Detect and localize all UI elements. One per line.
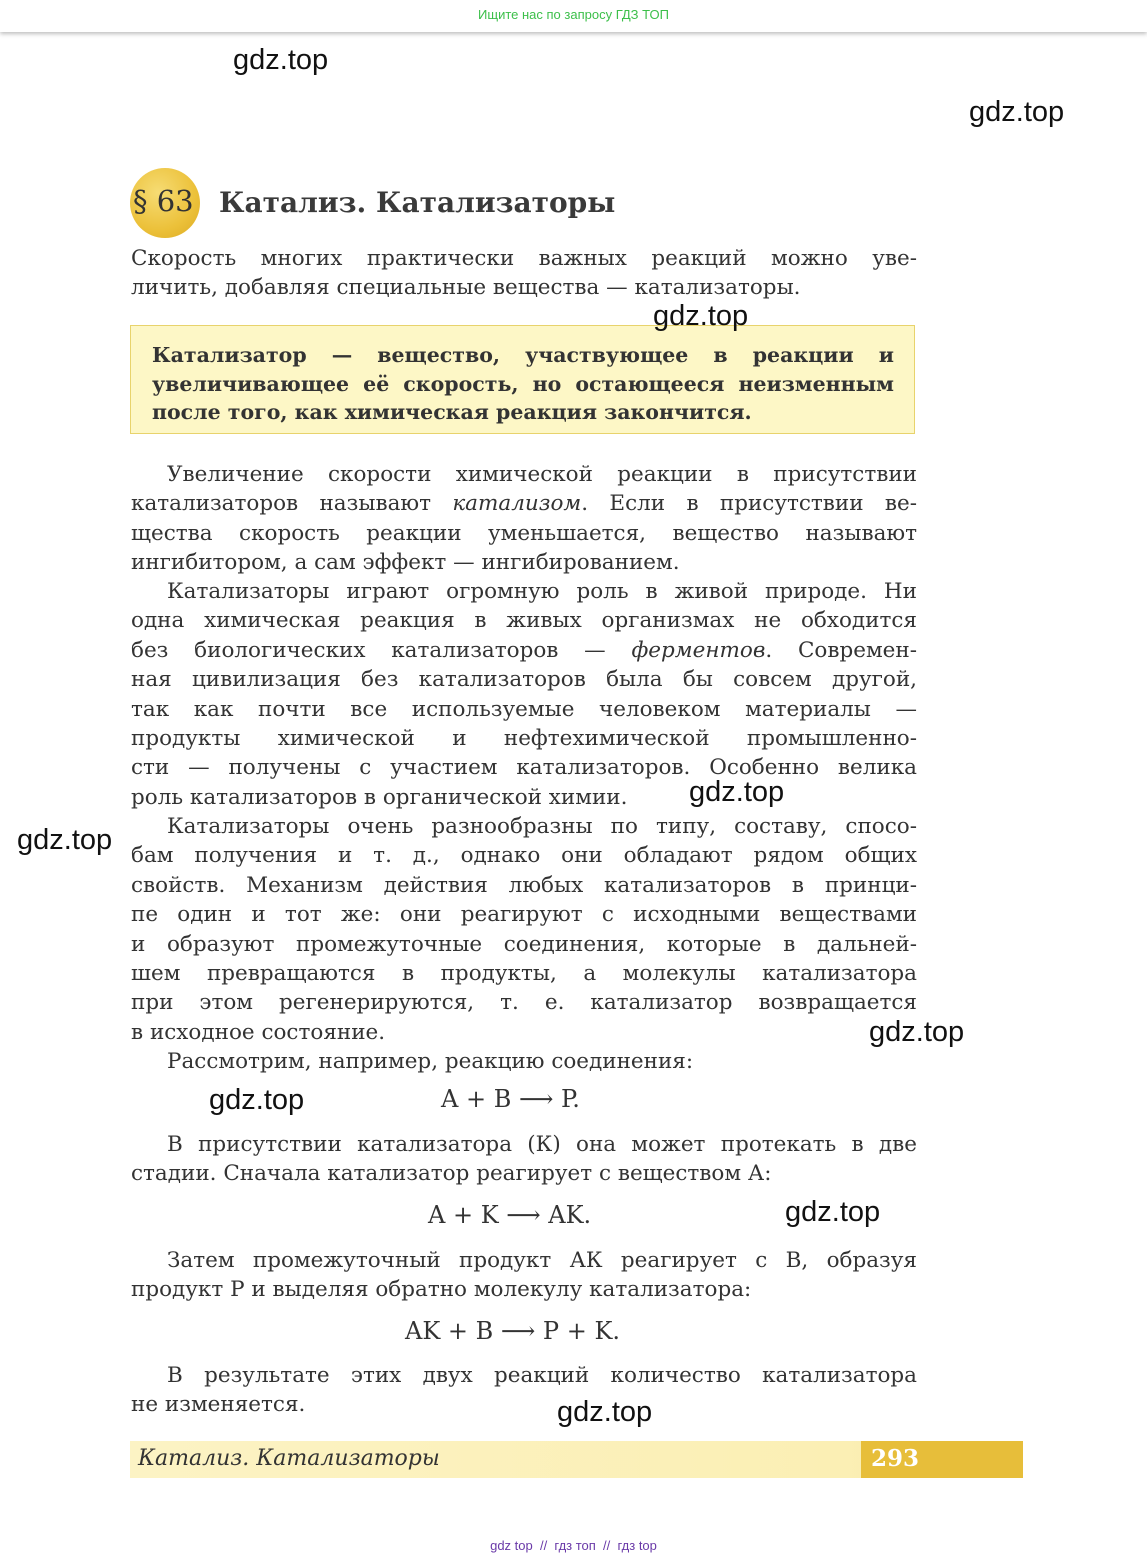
definition-line: Катализатор — вещество, участвующее в реакции и: [152, 343, 894, 367]
watermark: gdz.top: [17, 824, 113, 856]
text-line: В присутствии катализатора (К) она может протекать в две: [167, 1132, 917, 1157]
text-line: катализаторов называют катализом. Если в присутствии ве-: [131, 491, 917, 517]
bottom-link[interactable]: гдз top: [617, 1538, 657, 1553]
text-line: продукт Р и выделяя обратно молекулу катализатора:: [131, 1277, 752, 1303]
watermark: gdz.top: [557, 1396, 653, 1428]
search-hint-link[interactable]: Ищите нас по запросу ГДЗ ТОП: [478, 7, 669, 22]
text-line: стадии. Сначала катализатор реагирует с веществом А:: [131, 1161, 772, 1187]
intro-paragraph: [131, 244, 917, 303]
text-line: в исходное состояние.: [131, 1019, 386, 1045]
watermark: gdz.top: [233, 44, 329, 76]
text-line: Рассмотрим, например, реакцию соединения:: [167, 1049, 694, 1075]
bottom-link[interactable]: gdz top: [490, 1538, 533, 1553]
watermark: gdz.top: [209, 1084, 305, 1116]
text-line: Увеличение скорости химической реакции в присутствии: [167, 462, 917, 487]
watermark: gdz.top: [869, 1016, 965, 1048]
text-line: Затем промежуточный продукт АК реагирует с В, образуя: [167, 1248, 917, 1273]
text-line: личить, добавляя специальные вещества — катализаторы.: [131, 275, 801, 301]
text-line: Катализаторы играют огромную роль в живой природе. Ни: [167, 579, 917, 604]
watermark: gdz.top: [653, 300, 749, 332]
text-line: шем превращаются в продукты, а молекулы катализатора: [131, 961, 917, 987]
equation-2: A + K ⟶ AK.: [428, 1201, 592, 1229]
paragraph-intermediate: [131, 1246, 917, 1305]
page-number: 293: [871, 1445, 920, 1472]
paragraph-stages: [131, 1130, 917, 1189]
term-catalysis: катализом: [452, 491, 582, 517]
section-number: § 63: [133, 184, 194, 218]
text-line: свойств. Механизм действия любых катализаторов в принци-: [131, 872, 917, 898]
text-line: бам получения и т. д., однако они обладают рядом общих: [131, 843, 917, 869]
text-line: ная цивилизация без катализаторов была бы совсем другой,: [131, 667, 917, 693]
text-line: так как почти все используемые человеком материалы —: [131, 696, 917, 722]
watermark: gdz.top: [785, 1196, 881, 1228]
page-footer: [130, 1441, 1023, 1478]
text-line: одна химическая реакция в живых организмах не обходится: [131, 608, 917, 634]
text-line: не изменяется.: [131, 1392, 306, 1418]
paragraph-catalysis: [131, 460, 917, 578]
text-line: ингибитором, а сам эффект — ингибированием.: [131, 550, 680, 576]
top-banner: [0, 0, 1147, 32]
text-line: при этом регенерируются, т. е. катализатор возвращается: [131, 990, 917, 1016]
text-line: В результате этих двух реакций количество катализатора: [167, 1363, 917, 1388]
term-enzymes: ферментов: [631, 637, 766, 663]
watermark: gdz.top: [689, 776, 785, 808]
bottom-links: gdz top // гдз топ // гдз top: [490, 1538, 657, 1553]
bottom-link[interactable]: гдз топ: [554, 1538, 596, 1553]
paragraph-result: [131, 1361, 917, 1420]
page-number-tab: [861, 1441, 1023, 1478]
text-line: роль катализаторов в органической химии.: [131, 784, 628, 810]
text-line: пе один и тот же: они реагируют с исходными веществами: [131, 902, 917, 928]
section-title: Катализ. Катализаторы: [219, 186, 616, 219]
text-line: и образуют промежуточные соединения, которые в дальней-: [131, 931, 917, 957]
text-line: сти — получены с участием катализаторов. Особенно велика: [131, 755, 917, 781]
footer-title: Катализ. Катализаторы: [138, 1446, 440, 1471]
definition-line: увеличивающее её скорость, но остающееся неизменным: [152, 371, 894, 396]
definition-line: после того, как химическая реакция закончится.: [152, 400, 752, 425]
definition-box: [130, 325, 915, 434]
text-line: продукты химической и нефтехимической промышленно-: [131, 726, 917, 752]
text-line: без биологических катализаторов — ферментов. Современ-: [131, 637, 917, 663]
section-number-badge: [130, 168, 200, 238]
text-line: щества скорость реакции уменьшается, вещество называют: [131, 520, 917, 546]
text-line: Скорость многих практически важных реакций можно уве-: [131, 246, 917, 271]
equation-3: AK + B ⟶ P + K.: [405, 1317, 621, 1345]
equation-1: A + B ⟶ P.: [441, 1085, 580, 1113]
text-line: Катализаторы очень разнообразны по типу, составу, спосо-: [167, 814, 917, 839]
paragraph-role: [131, 577, 917, 812]
watermark: gdz.top: [969, 96, 1065, 128]
paragraph-mechanism: [131, 812, 917, 1077]
